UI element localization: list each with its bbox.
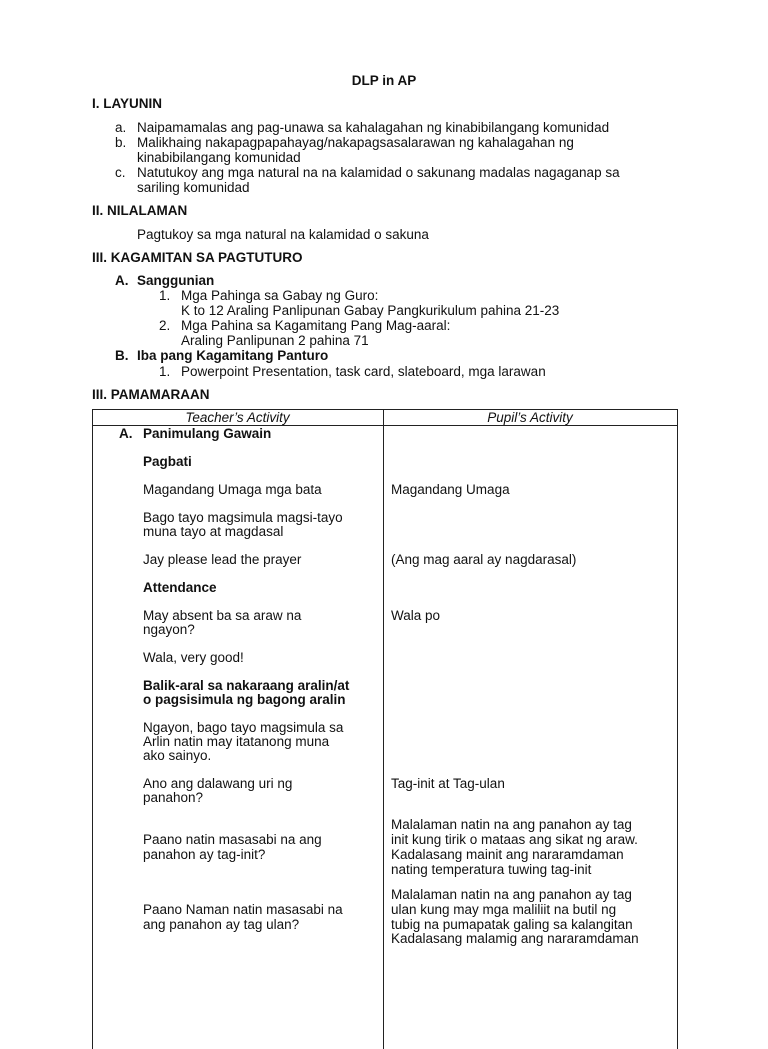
table-header-pupil: Pupil’s Activity [487, 410, 573, 425]
table-border-right [677, 409, 678, 1049]
table-header-teacher: Teacher’s Activity [185, 410, 290, 425]
document-title: DLP in AP [351, 73, 417, 88]
teacher-cell: Magandang Umaga mga bata [143, 482, 322, 497]
subheading-balik-aral: Balik-aral sa nakaraang aralin/at [143, 678, 350, 693]
teacher-cell: ang panahon ay tag ulan? [143, 917, 300, 932]
pupil-cell: Magandang Umaga [391, 482, 510, 497]
teacher-cell: May absent ba sa araw na [143, 608, 302, 623]
pupil-cell: nating temperatura tuwing tag-init [391, 862, 592, 877]
pupil-cell: (Ang mag aaral ay nagdarasal) [391, 552, 577, 567]
pupil-cell: Tag-init at Tag-ulan [391, 776, 505, 791]
nilalaman-text: Pagtukoy sa mga natural na kalamidad o sakuna [137, 227, 429, 242]
sub-heading-iba-pang-kagamitan: Iba pang Kagamitang Panturo [137, 348, 329, 363]
teacher-cell: Arlin natin may itatanong muna [143, 734, 330, 749]
teacher-cell: Ngayon, bago tayo magsimula sa [143, 720, 344, 735]
list-item: Mga Pahina sa Kagamitang Pang Mag-aaral: [181, 318, 451, 333]
list-item: Araling Panlipunan 2 pahina 71 [181, 333, 369, 348]
sub-heading-sanggunian: Sanggunian [137, 273, 215, 288]
list-marker: 2. [159, 318, 171, 333]
teacher-cell: Paano natin masasabi na ang [143, 832, 322, 847]
teacher-cell: Bago tayo magsimula magsi-tayo [143, 510, 343, 525]
list-marker: 1. [159, 364, 171, 379]
subheading-balik-aral: o pagsisimula ng bagong aralin [143, 692, 346, 707]
list-marker: 1. [159, 288, 171, 303]
sub-marker: A. [115, 273, 129, 288]
teacher-cell: Paano Naman natin masasabi na [143, 902, 343, 917]
pupil-cell: Wala po [391, 608, 441, 623]
teacher-cell: Jay please lead the prayer [143, 552, 302, 567]
pupil-cell: ulan kung may mga maliliit na butil ng [391, 902, 617, 917]
heading-nilalaman: II. NILALAMAN [92, 203, 188, 218]
pupil-cell: Malalaman natin na ang panahon ay tag [391, 887, 632, 902]
teacher-cell: muna tayo at magdasal [143, 524, 284, 539]
heading-layunin: I. LAYUNIN [92, 96, 163, 111]
section-marker: A. [119, 426, 133, 441]
list-item: Malikhaing nakapagpapahayag/nakapagsasalarawan ng kahalagahan ng [137, 135, 574, 150]
list-marker: a. [115, 120, 127, 135]
pupil-cell: Kadalasang mainit ang nararamdaman [391, 847, 624, 862]
sub-marker: B. [115, 348, 129, 363]
teacher-cell: panahon ay tag-init? [143, 847, 266, 862]
table-column-divider [383, 409, 384, 1049]
pupil-cell: Kadalasang malamig ang nararamdaman [391, 931, 639, 946]
subheading-pagbati: Pagbati [143, 454, 192, 469]
teacher-cell: ako sainyo. [143, 748, 212, 763]
teacher-cell: panahon? [143, 790, 204, 805]
list-item: Mga Pahinga sa Gabay ng Guro: [181, 288, 379, 303]
teacher-cell: Wala, very good! [143, 650, 244, 665]
section-heading-panimulang-gawain: Panimulang Gawain [143, 426, 272, 441]
list-item: Natutukoy ang mga natural na na kalamidad o sakunang madalas nagaganap sa [137, 165, 620, 180]
list-item: sariling komunidad [137, 180, 250, 195]
list-item: kinabibilangang komunidad [137, 150, 301, 165]
heading-kagamitan: III. KAGAMITAN SA PAGTUTURO [92, 250, 303, 265]
pupil-cell: init kung tirik o mataas ang sikat ng araw. [391, 832, 638, 847]
table-border-left [92, 409, 93, 1049]
teacher-cell: ngayon? [143, 622, 195, 637]
list-item: Naipamamalas ang pag-unawa sa kahalagahan ng kinabibilangang komunidad [137, 120, 610, 135]
list-marker: c. [115, 165, 126, 180]
list-item: Powerpoint Presentation, task card, slateboard, mga larawan [181, 364, 546, 379]
subheading-attendance: Attendance [143, 580, 217, 595]
teacher-cell: Ano ang dalawang uri ng [143, 776, 293, 791]
heading-pamamaraan: III. PAMAMARAAN [92, 387, 210, 402]
list-marker: b. [115, 135, 127, 150]
pupil-cell: Malalaman natin na ang panahon ay tag [391, 817, 632, 832]
list-item: K to 12 Araling Panlipunan Gabay Pangkurikulum pahina 21-23 [181, 303, 560, 318]
pupil-cell: tubig na pumapatak galing sa kalangitan [391, 917, 633, 932]
